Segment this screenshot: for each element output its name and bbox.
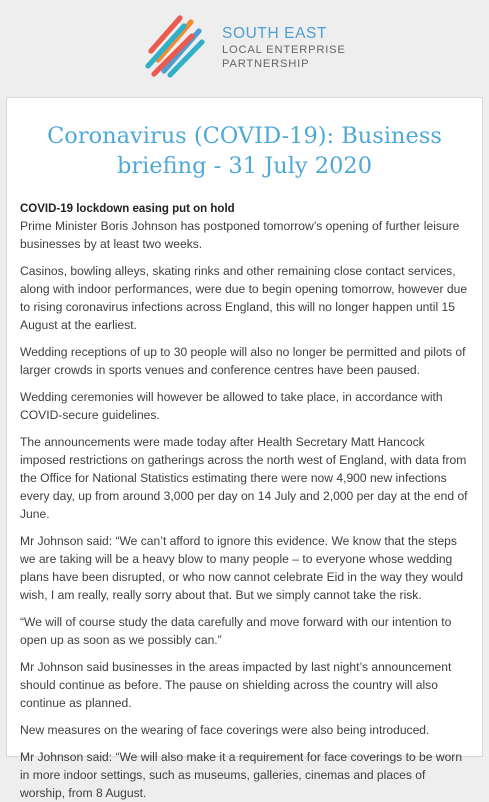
lep-logo-text <box>222 26 346 73</box>
article-paragraph-4: Wedding ceremonies will however be allowed to take place, in accordance with COVID-secure guidelines. <box>20 390 443 422</box>
article-paragraph-9: New measures on the wearing of face coverings were also being introduced. <box>20 723 430 737</box>
article-paragraph-5: The announcements were made today after Health Secretary Matt Hancock imposed restrictions on gatherings across the north west of England, with data from the Office for National Statistics estimating there were now 4,900 new infections every day, up from around 3,000 per day on 14 July and 2,000 per day at the end of June. <box>20 435 468 521</box>
article-paragraph-8: Mr Johnson said businesses in the areas impacted by last night’s announcement should continue as before. The pause on shielding across the country will also continue as planned. <box>20 660 452 710</box>
article-paragraph-6: Mr Johnson said: “We can’t afford to ignore this evidence. We know that the steps we are taking will be a heavy blow to many people – to everyone whose wedding plans have been disrupted, or who now cannot celebrate Eid in the way they would wish, I am really, really sorry about that. But we simply cannot take the risk. <box>20 534 464 602</box>
article-paragraph-1: Prime Minister Boris Johnson has postponed tomorrow’s opening of further leisure businesses by at least two weeks. <box>20 219 460 251</box>
article-paragraph-3: Wedding receptions of up to 30 people will also no longer be permitted and pilots of larger crowds in sports venues and conference centres have been paused. <box>20 345 466 377</box>
newsletter-header <box>0 0 489 96</box>
article-paragraph-10: Mr Johnson said: “We will also make it a requirement for face coverings to be worn in more indoor settings, such as museums, galleries, cinemas and places of worship, from 8 August. <box>20 750 463 800</box>
logo-line-2: LOCAL ENTERPRISE <box>222 43 346 56</box>
article-body <box>7 201 482 802</box>
article-card <box>6 97 483 800</box>
article-title: Coronavirus (COVID-19): Business briefing - 31 July 2020 <box>47 123 442 179</box>
article-subheading: COVID-19 lockdown easing put on hold <box>20 203 235 215</box>
lep-logo-icon <box>146 14 204 76</box>
logo-line-1: SOUTH EAST <box>222 25 328 42</box>
article-paragraph-2: Casinos, bowling alleys, skating rinks and other remaining close contact services, along with indoor performances, were due to begin opening tomorrow, however due to rising coronavirus infections across England, this will no longer happen until 15 August at the earliest. <box>20 264 468 332</box>
logo-line-3: PARTNERSHIP <box>222 57 310 70</box>
article-paragraph-7: “We will of course study the data carefully and move forward with our intention to open up as soon as we possibly can.” <box>20 615 452 647</box>
